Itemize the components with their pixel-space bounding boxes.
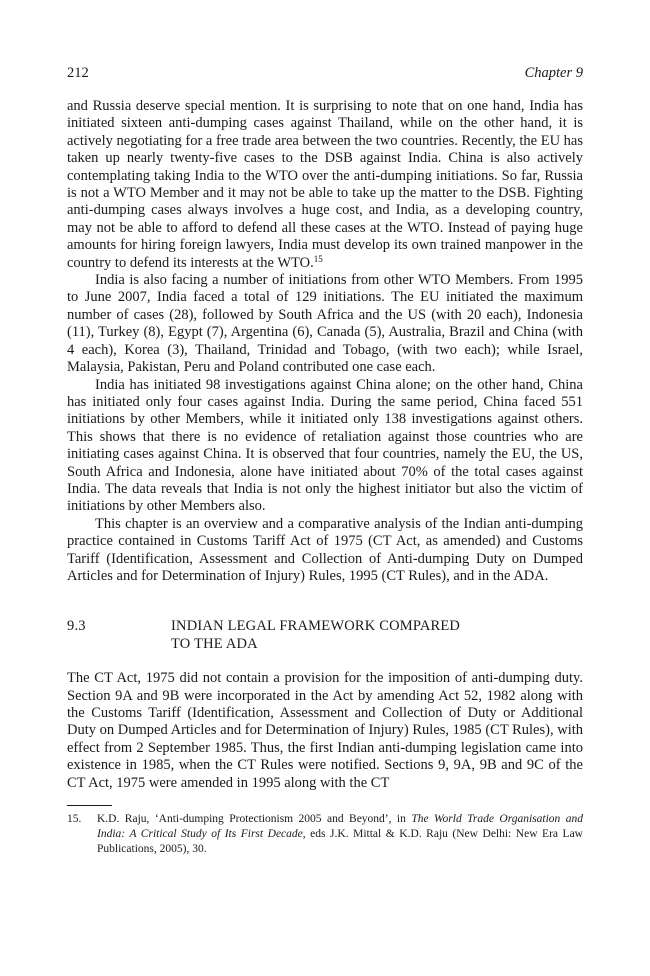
footnote-text xyxy=(97,812,583,857)
footnote-divider xyxy=(67,805,112,806)
footnote-text-before: K.D. Raju, ‘Anti-dumping Protectionism 2005 and Beyond’, in xyxy=(97,813,412,826)
page-number: 212 xyxy=(67,65,89,81)
paragraph-1-text: and Russia deserve special mention. It is surprising to note that on one hand, India has initiated sixteen anti-dumping cases against Thailand, while on the other hand, it is actively negotiating for a free trade area between the two countries. Recently, the EU has taken up nearly twenty-five cases to the DSB against India. China is also actively contemplating taking India to the WTO over the anti-dumping initiations. So far, Russia is not a WTO Member and it may not be able to take up the matter to the DSB. Fighting anti-dumping cases always involves a huge cost, and India, as a developing country, may not be able to afford to defend all these cases at the WTO. Instead of paying huge amounts for hiring foreign lawyers, India must develop its own trained manpower in the country to defend its interests at the WTO. xyxy=(67,98,584,271)
footnote-reference: 15 xyxy=(313,253,323,264)
body-text xyxy=(67,98,583,792)
paragraph-1 xyxy=(67,98,583,272)
running-header xyxy=(67,64,583,82)
footnote-book-title: The World Trade Organisation and India: A Critical Study of Its First Decade xyxy=(97,813,583,841)
paragraph-2: India is also facing a number of initiations from other WTO Members. From 1995 to June 2007, India faced a total of 129 initiations. The EU initiated the maximum number of cases (28), followed by South Africa and the US (with 20 each), Indonesia (11), Turkey (8), Egypt (7), Argentina (6), Canada (5), Australia, Brazil and China (with 4 each), Korea (3), Thailand, Trinidad and Tobago, (with two each); while Israel, Malaysia, Pakistan, Peru and Poland contributed one case each. xyxy=(67,272,583,376)
section-number: 9.3 xyxy=(67,618,86,635)
footnote-text-after: , eds J.K. Mittal & K.D. Raju (New Delhi: New Era Law Publications, 2005), 30. xyxy=(97,828,583,856)
document-page xyxy=(67,64,583,857)
section-title-line-2: TO THE ADA xyxy=(171,635,258,652)
section-title xyxy=(171,618,501,653)
footnote-number: 15. xyxy=(67,813,82,826)
chapter-label: Chapter 9 xyxy=(524,65,583,81)
section-title-line-1: INDIAN LEGAL FRAMEWORK COMPARED xyxy=(171,618,461,635)
section-heading xyxy=(67,618,583,653)
footnote-15 xyxy=(67,812,583,857)
paragraph-3: India has initiated 98 investigations against China alone; on the other hand, China has initiated only four cases against India. During the same period, China faced 551 initiations by other Members, while it initiated only 138 investigations against others. This shows that there is no evidence of retaliation against those countries who are initiating cases against China. It is observed that four countries, namely the EU, the US, South Africa and Indonesia, alone have initiated about 70% of the total cases against India. The data reveals that India is not only the highest initiator but also the victim of initiations by other Members also. xyxy=(67,376,583,515)
paragraph-4: This chapter is an overview and a comparative analysis of the Indian anti-dumping practice contained in Customs Tariff Act of 1975 (CT Act, as amended) and Customs Tariff (Identification, Assessment and Collection of Anti-dumping Duty on Dumped Articles and for Determination of Injury) Rules, 1995 (CT Rules), and in the ADA. xyxy=(67,515,583,584)
paragraph-5: The CT Act, 1975 did not contain a provision for the imposition of anti-dumping duty. Section 9A and 9B were incorporated in the Act by amending Act 52, 1982 along with the Customs Tariff (Identification, Assessment and Collection of Duty or Additional Duty on Dumped Articles and for Determination of Injury) Rules, 1985 (CT Rules), with effect from 2 September 1985. Thus, the first Indian anti-dumping legislation came into existence in 1985, when the CT Rules were notified. Sections 9, 9A, 9B and 9C of the CT Act, 1975 were amended in 1995 along with the CT xyxy=(67,670,583,791)
